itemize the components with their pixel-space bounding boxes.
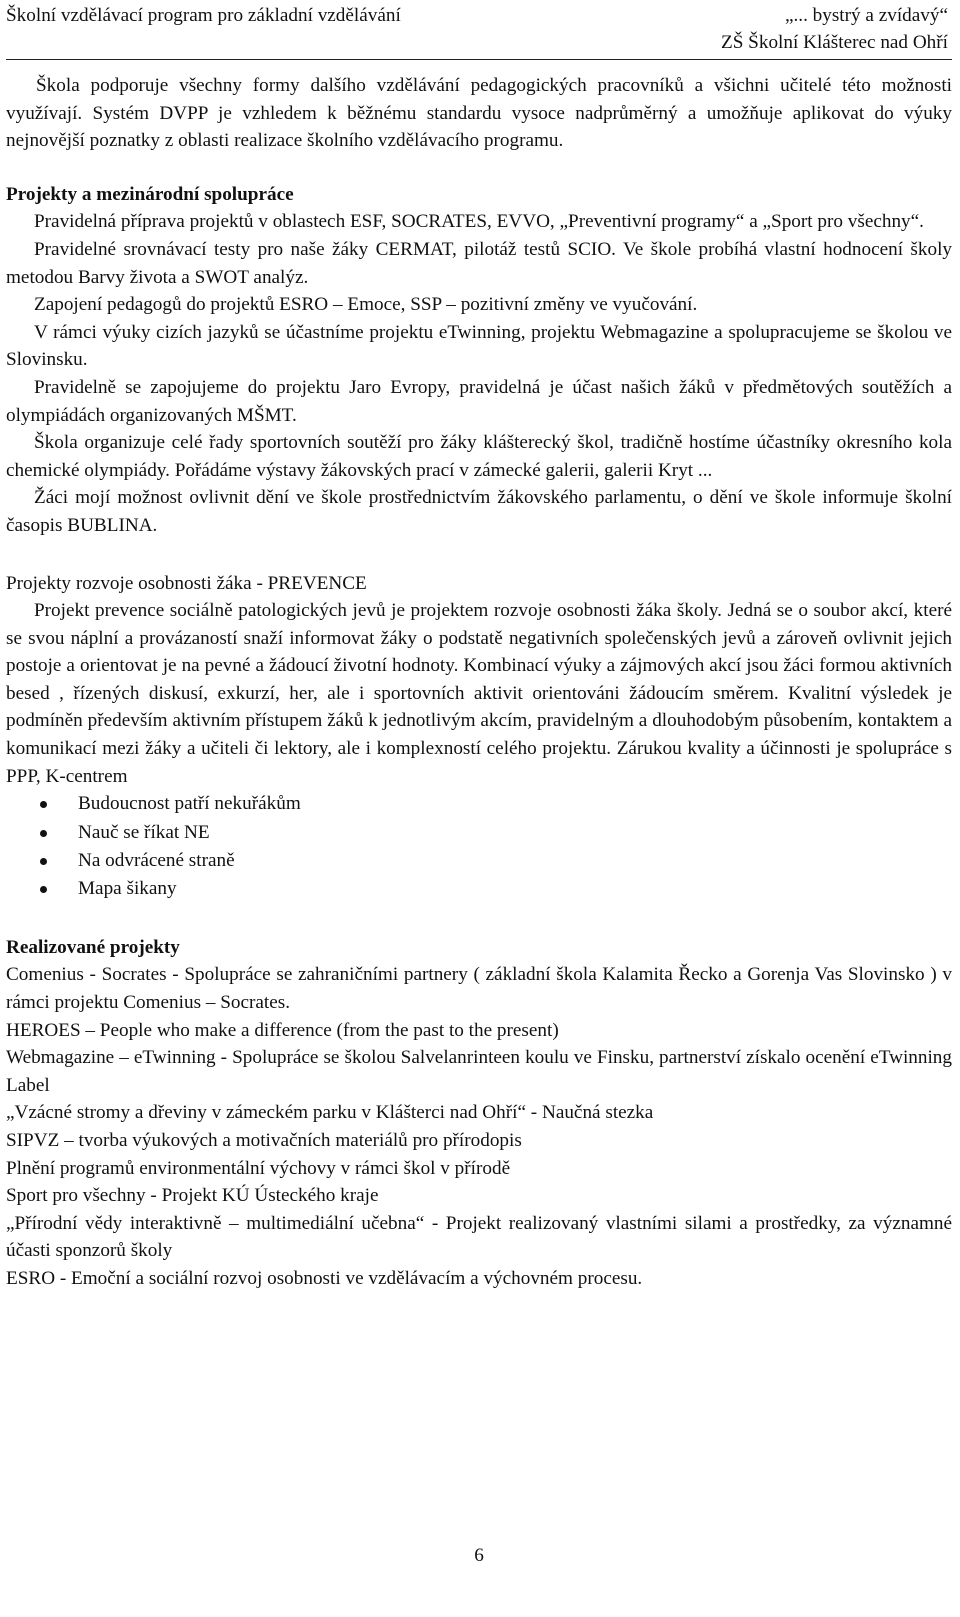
bullet-icon: [40, 858, 47, 865]
projects-paragraph-4: V rámci výuky cizích jazyků se účastníme projektu eTwinning, projektu Webmagazine a spolupracujeme se školou ve Slovinsku.: [6, 321, 952, 371]
projects-paragraph-7: Žáci mojí možnost ovlivnit dění ve škole prostřednictvím žákovského parlamentu, o dění ve škole informuje školní časopis BUBLINA.: [6, 487, 952, 536]
list-item: Mapa šikany: [6, 875, 952, 903]
realized-line-3: Webmagazine – eTwinning - Spolupráce se školou Salvelanrinteen koulu ve Finsku, partnerství získalo ocenění eTwinning Label: [6, 1047, 952, 1096]
header-motto: „... bystrý a zvídavý“: [784, 5, 948, 26]
page-header: [6, 0, 952, 60]
projects-paragraph-5: Pravidelně se zapojujeme do projektu Jaro Evropy, pravidelná je účast našich žáků v předmětových soutěžích a olympiádách organizovaných MŠMT.: [6, 376, 952, 426]
projects-heading: Projekty a mezinárodní spolupráce: [6, 183, 294, 205]
list-item: Na odvrácené straně: [6, 847, 952, 875]
header-title: Školní vzdělávací program pro základní vzdělávání: [6, 5, 401, 26]
intro-paragraph: Škola podporuje všechny formy dalšího vzdělávání pedagogických pracovníků a všichni učitelé této možnosti využívají. Systém DVPP je vzhledem k běžnému standardu vysoce nadprůměrný a umožňuje aplikovat do výuky nejnovější poznatky z oblasti realizace školního vzdělávacího programu.: [6, 75, 952, 152]
bullet-icon: [40, 830, 47, 837]
header-school-name: ZŠ Školní Klášterec nad Ohří: [720, 32, 948, 53]
list-item: Nauč se říkat NE: [6, 819, 952, 847]
projects-paragraph-6: Škola organizuje celé řady sportovních soutěží pro žáky klášterecký škol, tradičně hostíme účastníky okresního kola chemické olympiády. Pořádáme výstavy žákovských prací v zámecké galerii, galerii Kryt ...: [6, 432, 952, 481]
prevention-list: [6, 790, 952, 904]
projects-paragraph-1: Pravidelná příprava projektů v oblastech ESF, SOCRATES, EVVO, „Preventivní programy“ a „Sport pro všechny“.: [34, 211, 924, 233]
projects-paragraph-2: Pravidelné srovnávací testy pro naše žáky CERMAT, pilotáž testů SCIO. Ve škole probíhá vlastní hodnocení školy metodou Barvy života a SWOT analýz.: [6, 238, 952, 288]
realized-line-7: Sport pro všechny - Projekt KÚ Ústeckého kraje: [6, 1185, 379, 1207]
page-number: 6: [474, 1545, 484, 1566]
realized-line-9: ESRO - Emoční a sociální rozvoj osobnosti ve vzdělávacím a výchovném procesu.: [6, 1268, 643, 1289]
prevention-heading: Projekty rozvoje osobnosti žáka - PREVENCE: [6, 572, 367, 594]
header-school: [721, 2, 948, 56]
realized-line-2: HEROES – People who make a difference (from the past to the present): [6, 1019, 559, 1041]
list-item: Budoucnost patří nekuřákům: [6, 790, 952, 818]
realized-line-4: „Vzácné stromy a dřeviny v zámeckém parku v Klášterci nad Ohří“ - Naučná stezka: [6, 1102, 654, 1124]
document-page: [6, 0, 952, 1566]
projects-paragraph-3: Zapojení pedagogů do projektů ESRO – Emoce, SSP – pozitivní změny ve vyučování.: [34, 294, 698, 316]
realized-line-8: „Přírodní vědy interaktivně – multimediální učebna“ - Projekt realizovaný vlastními silami a prostředky, za významné účasti sponzorů školy: [6, 1212, 952, 1262]
realized-line-6: Plnění programů environmentální výchovy v rámci škol v přírodě: [6, 1157, 511, 1179]
prevention-paragraph: Projekt prevence sociálně patologických jevů je projektem rozvoje osobnosti žáka školy. Jedná se o soubor akcí, které se svou náplní a provázaností snaží informovat žáky o podstatě negativních společenských jevů a zároveň ovlivnit jejich postoje a orientovat je na pevné a žádoucí životní hodnoty. Kombinací výuky a zájmových akcí jsou žáci formou aktivních besed , řízených diskusí, exkurzí, her, ale i sportovních aktivit orientováni žádoucím směrem. Kvalitní výsledek je podmíněn především aktivním přístupem žáků k jednotlivým akcím, pravidelným a dlouhodobým působením, kontaktem a komunikací mezi žáky a učiteli či lektory, ale i komplexností celého projektu. Zárukou kvality a účinnosti je spolupráce s PPP, K-centrem: [6, 600, 952, 787]
bullet-icon: [40, 801, 47, 808]
bullet-icon: [40, 886, 47, 893]
realized-line-5: SIPVZ – tvorba výukových a motivačních materiálů pro přírodopis: [6, 1130, 522, 1152]
realized-heading: Realizované projekty: [6, 936, 180, 958]
realized-line-1: Comenius - Socrates - Spolupráce se zahraničními partnery ( základní škola Kalamita Řecko a Gorenja Vas Slovinsko ) v rámci projektu Comenius – Socrates.: [6, 964, 952, 1014]
header-rule: [6, 59, 952, 60]
